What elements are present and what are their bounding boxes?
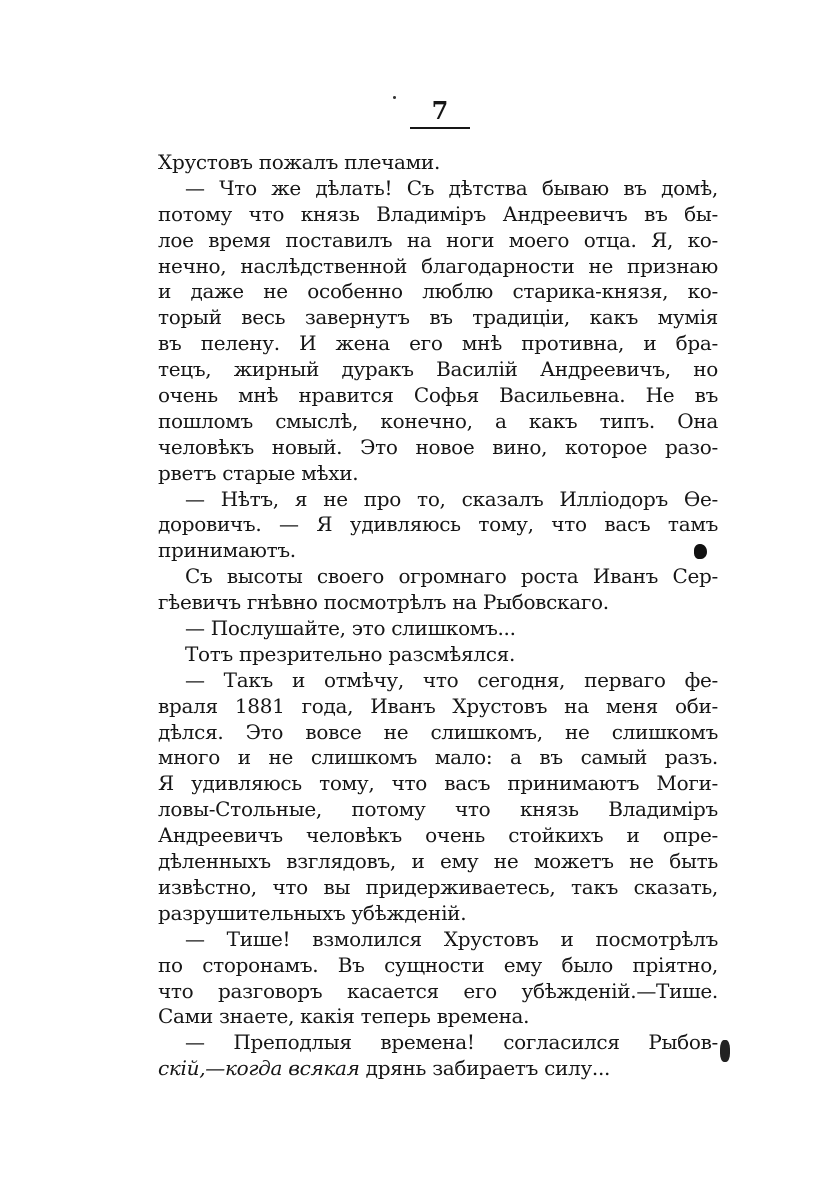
print-speck [393, 96, 396, 99]
text-line: доровичъ. — Я удивляюсь тому, что васъ тамъ [158, 512, 718, 537]
text-line: Съ высоты своего огромнаго роста Иванъ Сер- [185, 564, 718, 589]
text-line: тецъ, жирный дуракъ Василій Андреевичъ, но [158, 357, 718, 382]
text-line: въ пелену. И жена его мнѣ противна, и бра- [158, 331, 718, 356]
text-line: — Что же дѣлать! Съ дѣтства бываю въ домѣ, [185, 175, 718, 200]
text-line: — Нѣтъ, я не про то, сказалъ Илліодоръ Ѳе- [185, 486, 718, 511]
text-line: враля 1881 года, Иванъ Хрустовъ на меня оби- [158, 693, 718, 718]
text-line: пошломъ смыслѣ, конечно, а какъ типъ. Она [158, 408, 718, 433]
text-line: дѣленныхъ взглядовъ, и ему не можетъ не быть [158, 849, 718, 874]
text-line: гѣевичъ гнѣвно посмотрѣлъ на Рыбовскаго. [158, 590, 609, 615]
text-line: Сами знаете, какія теперь времена. [158, 1004, 530, 1029]
text-line: ловы-Стольные, потому что князь Владиміръ [158, 797, 718, 822]
text-line: по сторонамъ. Въ сущности ему было пріятно, [158, 952, 718, 977]
ink-blot [694, 544, 707, 559]
text-line: потому что князь Владиміръ Андреевичъ въ бы- [158, 201, 718, 226]
page-number-rule [410, 127, 470, 129]
body-text [158, 150, 718, 1082]
text-line: что разговоръ касается его убѣжденій.—Тише. [158, 978, 718, 1003]
italic-run: скій,—когда всякая [158, 1056, 360, 1081]
text-line: разрушительныхъ убѣжденій. [158, 900, 467, 925]
text-line: Андреевичъ человѣкъ очень стойкихъ и опре- [158, 823, 718, 848]
text-line: торый весь завернутъ въ традиціи, какъ мумія [158, 305, 718, 330]
roman-run: дрянь забираетъ силу... [359, 1056, 611, 1081]
text-line: очень мнѣ нравится Софья Васильевна. Не въ [158, 383, 718, 408]
text-line: нечно, наслѣдственной благодарности не признаю [158, 253, 718, 278]
text-line: — Тише! взмолился Хрустовъ и посмотрѣлъ [185, 926, 718, 951]
text-line: лое время поставилъ на ноги моего отца. Я, ко- [158, 227, 718, 252]
page-number: 7 [431, 96, 449, 125]
text-line: дѣлся. Это вовсе не слишкомъ, не слишкомъ [158, 719, 718, 744]
text-line: человѣкъ новый. Это новое вино, которое разо- [158, 434, 718, 459]
text-line: — Преподлыя времена! согласился Рыбов- [185, 1030, 718, 1055]
text-line: — Такъ и отмѣчу, что сегодня, перваго фе- [185, 667, 718, 692]
text-line-final [158, 1056, 718, 1082]
text-line: Хрустовъ пожалъ плечами. [158, 150, 440, 174]
ink-mark [720, 1040, 730, 1062]
text-line: много и не слишкомъ мало: а въ самый разъ. [158, 745, 718, 770]
text-line: — Послушайте, это слишкомъ... [185, 616, 516, 641]
text-line: и даже не особенно люблю старика-князя, ко- [158, 279, 718, 304]
text-line: рветъ старые мѣхи. [158, 460, 359, 485]
text-line: принимаютъ. [158, 538, 296, 563]
text-line: Я удивляюсь тому, что васъ принимаютъ Моги- [158, 771, 718, 796]
text-line: извѣстно, что вы придерживаетесь, такъ сказать, [158, 874, 718, 899]
text-line: Тотъ презрительно разсмѣялся. [185, 641, 516, 666]
